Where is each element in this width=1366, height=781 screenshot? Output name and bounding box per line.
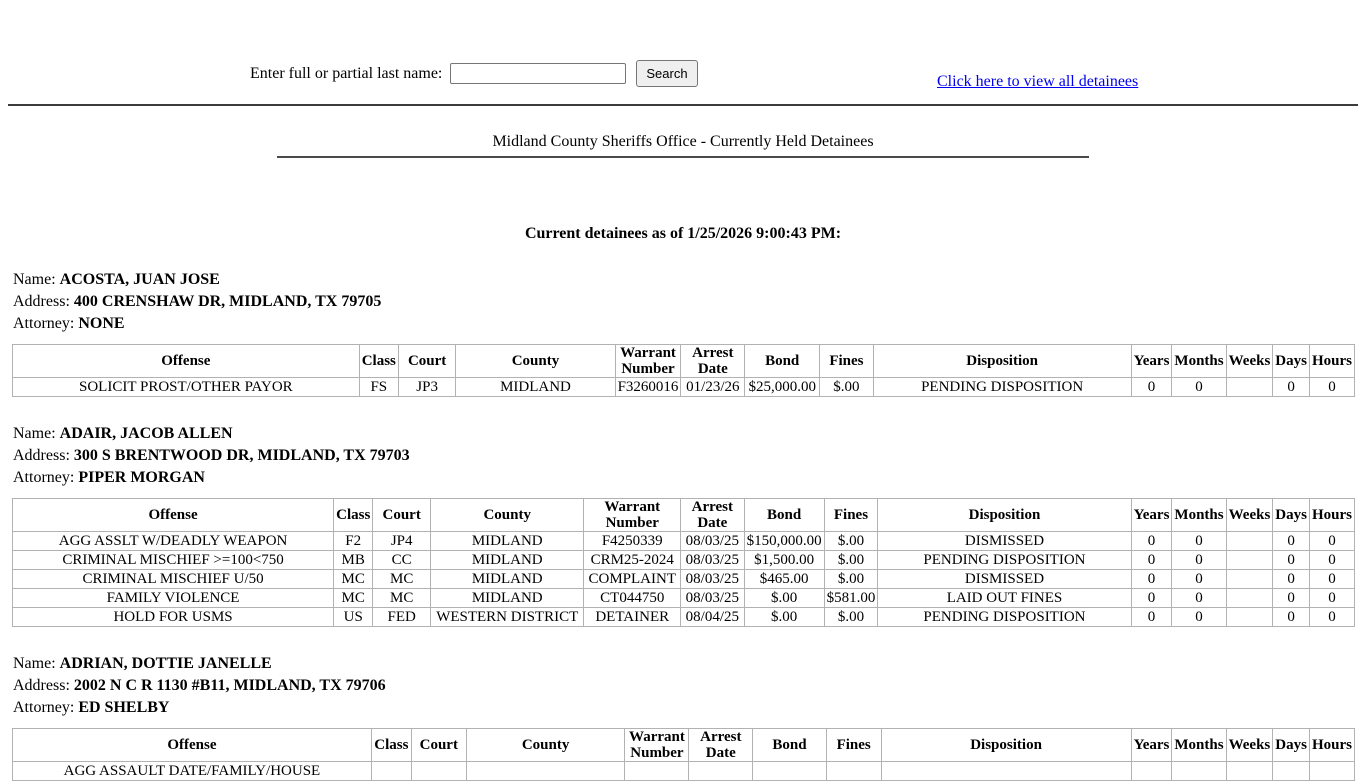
- table-header-row: [13, 729, 1355, 762]
- table-cell: MC: [334, 570, 373, 589]
- table-cell: 0: [1131, 532, 1172, 551]
- table-cell: 01/23/26: [681, 378, 745, 397]
- table-cell: WESTERN DISTRICT: [431, 608, 584, 627]
- table-cell: LAID OUT FINES: [878, 589, 1131, 608]
- table-row: [13, 378, 1355, 397]
- column-header: Months: [1172, 499, 1226, 532]
- column-header: Class: [334, 499, 373, 532]
- column-header: Offense: [13, 499, 334, 532]
- table-cell: $581.00: [824, 589, 878, 608]
- column-header: Hours: [1309, 345, 1354, 378]
- column-header: Disposition: [881, 729, 1131, 762]
- table-cell: [1226, 608, 1273, 627]
- table-cell: $465.00: [744, 570, 824, 589]
- column-header: Years: [1131, 499, 1172, 532]
- table-cell: [1226, 532, 1273, 551]
- table-cell: $1,500.00: [744, 551, 824, 570]
- table-cell: [1226, 551, 1273, 570]
- table-cell: 08/03/25: [681, 570, 745, 589]
- table-cell: F4250339: [584, 532, 681, 551]
- name-label: Name:: [13, 655, 56, 672]
- table-cell: JP4: [373, 532, 431, 551]
- column-header: Disposition: [878, 499, 1131, 532]
- table-cell: [881, 762, 1131, 781]
- table-cell: 0: [1273, 608, 1310, 627]
- table-cell: CRM25-2024: [584, 551, 681, 570]
- table-cell: 0: [1309, 551, 1354, 570]
- table-cell: MC: [373, 589, 431, 608]
- table-cell: $.00: [824, 551, 878, 570]
- table-cell: [689, 762, 753, 781]
- table-cell: FAMILY VIOLENCE: [13, 589, 334, 608]
- table-cell: [1226, 378, 1273, 397]
- column-header: Warrant Number: [584, 499, 681, 532]
- table-cell: [625, 762, 689, 781]
- column-header: County: [431, 499, 584, 532]
- detainee-name: ADRIAN, DOTTIE JANELLE: [59, 655, 272, 672]
- table-cell: $.00: [824, 532, 878, 551]
- table-cell: FS: [359, 378, 398, 397]
- column-header: Court: [411, 729, 466, 762]
- column-header: Years: [1131, 729, 1172, 762]
- page-title: Midland County Sheriffs Office - Currently Held Detainees: [492, 133, 874, 150]
- table-cell: F3260016: [615, 378, 681, 397]
- column-header: Weeks: [1226, 345, 1273, 378]
- table-cell: 08/04/25: [681, 608, 745, 627]
- table-cell: CRIMINAL MISCHIEF >=100<750: [13, 551, 334, 570]
- offenses-table: [12, 728, 1355, 781]
- table-cell: MC: [334, 589, 373, 608]
- address-label: Address:: [13, 677, 70, 694]
- table-cell: [1273, 762, 1310, 781]
- table-cell: DISMISSED: [878, 570, 1131, 589]
- detainee-address-line: [8, 445, 1358, 467]
- offenses-table: [12, 344, 1355, 397]
- column-header: Bond: [744, 499, 824, 532]
- table-cell: 08/03/25: [681, 551, 745, 570]
- table-cell: MIDLAND: [431, 570, 584, 589]
- view-all-detainees-link[interactable]: Click here to view all detainees: [937, 73, 1139, 90]
- detainee-name-line: [8, 653, 1358, 675]
- table-cell: $.00: [824, 570, 878, 589]
- table-cell: [1226, 570, 1273, 589]
- detainee-attorney-line: [8, 697, 1358, 719]
- detainee-name: ACOSTA, JUAN JOSE: [59, 271, 220, 288]
- table-cell: JP3: [398, 378, 456, 397]
- address-label: Address:: [13, 293, 70, 310]
- table-cell: 0: [1172, 378, 1226, 397]
- column-header: Fines: [820, 345, 874, 378]
- table-cell: 0: [1309, 589, 1354, 608]
- table-cell: 0: [1172, 551, 1226, 570]
- column-header: Bond: [745, 345, 820, 378]
- detainee-attorney: PIPER MORGAN: [78, 469, 205, 486]
- column-header: County: [466, 729, 625, 762]
- table-cell: 0: [1273, 532, 1310, 551]
- table-cell: CRIMINAL MISCHIEF U/50: [13, 570, 334, 589]
- column-header: Fines: [826, 729, 881, 762]
- page: [8, 8, 1358, 781]
- table-row: [13, 551, 1355, 570]
- column-header: Arrest Date: [681, 345, 745, 378]
- top-bar: [8, 8, 1358, 104]
- table-cell: FED: [373, 608, 431, 627]
- table-row: [13, 570, 1355, 589]
- search-button[interactable]: Search: [636, 60, 697, 87]
- detainee-address-line: [8, 675, 1358, 697]
- column-header: Court: [373, 499, 431, 532]
- detainee-attorney-line: [8, 313, 1358, 335]
- table-cell: $.00: [820, 378, 874, 397]
- offenses-table: [12, 498, 1355, 627]
- table-cell: 0: [1131, 589, 1172, 608]
- search-label: Enter full or partial last name:: [250, 64, 443, 82]
- table-cell: 0: [1273, 551, 1310, 570]
- table-cell: [1309, 762, 1354, 781]
- table-cell: 08/03/25: [681, 589, 745, 608]
- attorney-label: Attorney:: [13, 315, 75, 332]
- column-header: Hours: [1309, 729, 1354, 762]
- table-cell: PENDING DISPOSITION: [878, 551, 1131, 570]
- table-cell: $.00: [824, 608, 878, 627]
- detainee-address: 300 S BRENTWOOD DR, MIDLAND, TX 79703: [73, 447, 410, 464]
- table-cell: 0: [1131, 378, 1172, 397]
- detainee-section: [8, 269, 1358, 397]
- table-cell: 0: [1131, 608, 1172, 627]
- attorney-label: Attorney:: [13, 469, 75, 486]
- table-cell: COMPLAINT: [584, 570, 681, 589]
- table-cell: DISMISSED: [878, 532, 1131, 551]
- column-header: Warrant Number: [625, 729, 689, 762]
- column-header: Weeks: [1226, 499, 1273, 532]
- table-cell: [466, 762, 625, 781]
- table-cell: AGG ASSAULT DATE/FAMILY/HOUSE: [13, 762, 372, 781]
- table-header-row: [13, 499, 1355, 532]
- column-header: Fines: [824, 499, 878, 532]
- table-cell: CC: [373, 551, 431, 570]
- view-all-detainees: [937, 73, 1138, 91]
- name-label: Name:: [13, 425, 56, 442]
- table-cell: 0: [1273, 378, 1310, 397]
- table-cell: 0: [1172, 608, 1226, 627]
- table-cell: 0: [1131, 570, 1172, 589]
- detainee-attorney: NONE: [78, 315, 125, 332]
- table-cell: [1226, 762, 1273, 781]
- column-header: Court: [398, 345, 456, 378]
- column-header: Arrest Date: [689, 729, 753, 762]
- column-header: Arrest Date: [681, 499, 745, 532]
- table-cell: SOLICIT PROST/OTHER PAYOR: [13, 378, 360, 397]
- name-label: Name:: [13, 271, 56, 288]
- table-cell: 0: [1172, 589, 1226, 608]
- table-cell: MIDLAND: [431, 589, 584, 608]
- column-header: Hours: [1309, 499, 1354, 532]
- table-cell: $.00: [744, 608, 824, 627]
- table-cell: CT044750: [584, 589, 681, 608]
- column-header: Class: [359, 345, 398, 378]
- column-header: Days: [1273, 345, 1310, 378]
- table-cell: MIDLAND: [431, 532, 584, 551]
- table-cell: [1172, 762, 1226, 781]
- current-detainees-timestamp: Current detainees as of 1/25/2026 9:00:43 PM:: [524, 225, 842, 242]
- table-cell: [371, 762, 411, 781]
- table-cell: $25,000.00: [745, 378, 820, 397]
- column-header: Offense: [13, 729, 372, 762]
- table-cell: PENDING DISPOSITION: [878, 608, 1131, 627]
- detainee-name: ADAIR, JACOB ALLEN: [59, 425, 233, 442]
- column-header: Weeks: [1226, 729, 1273, 762]
- attorney-label: Attorney:: [13, 699, 75, 716]
- table-cell: [753, 762, 827, 781]
- table-cell: [1226, 589, 1273, 608]
- title-underline: [277, 156, 1089, 158]
- table-row: [13, 608, 1355, 627]
- table-cell: 0: [1309, 570, 1354, 589]
- page-title-wrap: [8, 133, 1358, 158]
- top-divider: [8, 104, 1358, 106]
- detainee-name-line: [8, 423, 1358, 445]
- table-row: [13, 532, 1355, 551]
- column-header: County: [456, 345, 615, 378]
- table-cell: [411, 762, 466, 781]
- column-header: Offense: [13, 345, 360, 378]
- table-cell: 0: [1309, 608, 1354, 627]
- table-cell: DETAINER: [584, 608, 681, 627]
- table-cell: [1131, 762, 1172, 781]
- table-cell: HOLD FOR USMS: [13, 608, 334, 627]
- table-cell: AGG ASSLT W/DEADLY WEAPON: [13, 532, 334, 551]
- detainee-attorney: ED SHELBY: [78, 699, 170, 716]
- table-cell: 0: [1131, 551, 1172, 570]
- column-header: Months: [1172, 345, 1226, 378]
- column-header: Months: [1172, 729, 1226, 762]
- detainee-section: [8, 423, 1358, 627]
- table-cell: 0: [1309, 532, 1354, 551]
- table-cell: MIDLAND: [431, 551, 584, 570]
- detainee-attorney-line: [8, 467, 1358, 489]
- column-header: Bond: [753, 729, 827, 762]
- table-cell: 0: [1273, 570, 1310, 589]
- table-row: [13, 589, 1355, 608]
- table-cell: $.00: [744, 589, 824, 608]
- table-cell: PENDING DISPOSITION: [873, 378, 1131, 397]
- table-cell: [826, 762, 881, 781]
- column-header: Warrant Number: [615, 345, 681, 378]
- column-header: Years: [1131, 345, 1172, 378]
- table-cell: MC: [373, 570, 431, 589]
- table-cell: US: [334, 608, 373, 627]
- table-cell: 0: [1273, 589, 1310, 608]
- search-input[interactable]: [450, 63, 626, 84]
- table-cell: 0: [1172, 532, 1226, 551]
- table-cell: MB: [334, 551, 373, 570]
- address-label: Address:: [13, 447, 70, 464]
- table-cell: $150,000.00: [744, 532, 824, 551]
- detainee-address-line: [8, 291, 1358, 313]
- table-cell: 0: [1172, 570, 1226, 589]
- table-cell: 0: [1309, 378, 1354, 397]
- search-form: [250, 60, 698, 87]
- column-header: Days: [1273, 499, 1310, 532]
- detainee-section: [8, 653, 1358, 781]
- table-cell: MIDLAND: [456, 378, 615, 397]
- table-header-row: [13, 345, 1355, 378]
- column-header: Days: [1273, 729, 1310, 762]
- column-header: Disposition: [873, 345, 1131, 378]
- column-header: Class: [371, 729, 411, 762]
- table-cell: F2: [334, 532, 373, 551]
- detainee-address: 400 CRENSHAW DR, MIDLAND, TX 79705: [73, 293, 382, 310]
- detainee-address: 2002 N C R 1130 #B11, MIDLAND, TX 79706: [73, 677, 386, 694]
- detainee-name-line: [8, 269, 1358, 291]
- table-cell: 08/03/25: [681, 532, 745, 551]
- table-row: [13, 762, 1355, 781]
